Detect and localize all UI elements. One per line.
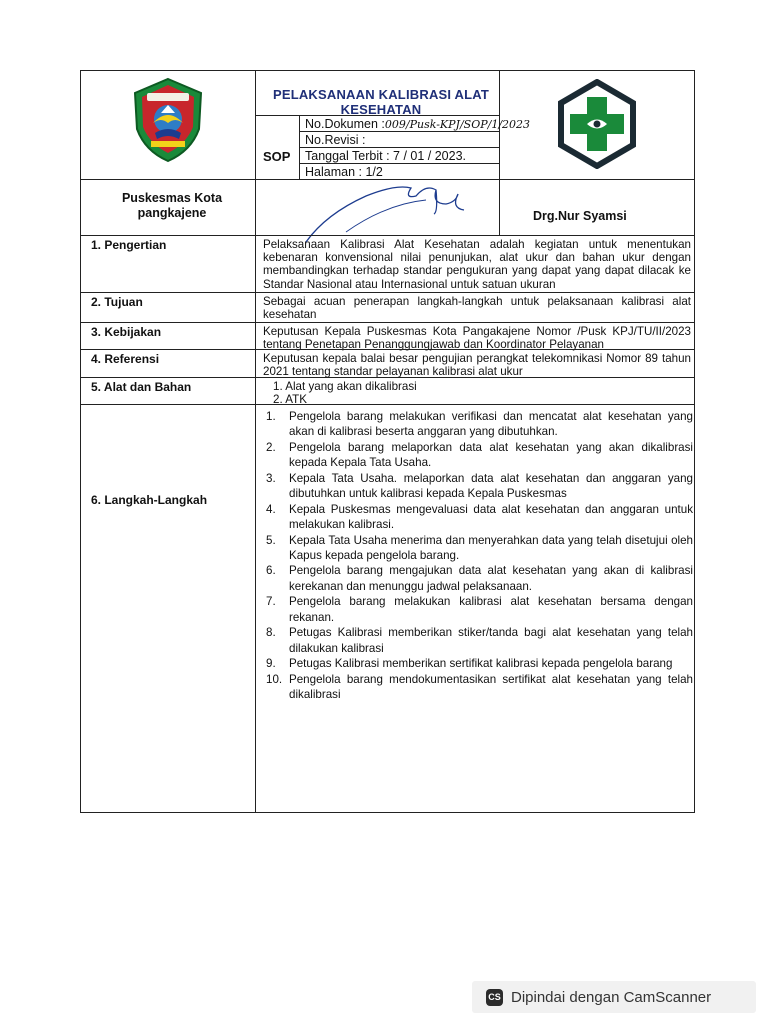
referensi-text: Keputusan kepala balai besar pengujian perangkat telekomnikasi Nomor 89 tahun 2021 tentang standar pelayanan kalibrasi alat ukur [263, 352, 691, 379]
langkah-step [263, 625, 693, 656]
step-number: 2. [266, 440, 276, 454]
step-number: 3. [266, 471, 276, 485]
tujuan-text: Sebagai acuan penerapan langkah-langkah untuk pelaksanaan kalibrasi alat kesehatan [263, 295, 691, 322]
title-line-2: KESEHATAN [340, 102, 422, 117]
langkah-steps-list [263, 409, 693, 703]
step-text: Kepala Tata Usaha. melaporkan data alat kesehatan dan anggaran yang dibutuhkan untuk kalibrasi kepada Kepala Puskesmas [289, 471, 693, 501]
section-kebijakan [81, 322, 694, 352]
pengertian-label: 1. Pengertian [91, 238, 167, 252]
step-text: Pengelola barang melakukan verifikasi dan mencatat alat kesehatan yang akan di kalibrasi beserta anggaran yang dibutuhkan. [289, 410, 693, 439]
langkah-step [263, 502, 693, 533]
regency-emblem-logo [131, 77, 205, 163]
section-referensi [81, 349, 694, 377]
step-number: 8. [266, 626, 276, 640]
institution-line-2: pangkajene [137, 206, 207, 220]
step-number: 7. [266, 595, 276, 609]
alat-bahan-item: 2. ATK [273, 393, 307, 407]
langkah-step [263, 656, 693, 671]
langkah-step [263, 594, 693, 625]
step-text: Pengelola barang mendokumentasikan sertifikat alat kesehatan yang telah dikalibrasi [289, 672, 693, 702]
step-text: Petugas Kalibrasi memberikan stiker/tanda bagi alat kesehatan yang telah dilakukan kalibrasi [289, 626, 693, 655]
section-pengertian [81, 235, 694, 292]
langkah-step [263, 563, 693, 594]
step-number: 1. [266, 410, 276, 423]
kebijakan-text: Keputusan Kepala Puskesmas Kota Pangakajene Nomor /Pusk KPJ/TU/II/2023 tentang Penetapan Penanggungjawab dan Koordinator Pelayanan [263, 325, 691, 352]
step-text: Kepala Puskesmas mengevaluasi data alat kesehatan dan anggaran untuk melakukan kalibrasi. [289, 502, 693, 531]
tujuan-label: 2. Tujuan [91, 295, 143, 309]
halaman-row: Halaman : 1/2 [305, 165, 383, 179]
step-number: 10. [266, 672, 283, 686]
camscanner-icon: CS [486, 989, 503, 1006]
title-line-1: PELAKSANAAN KALIBRASI ALAT [272, 87, 490, 102]
institution-line-1: Puskesmas Kota [121, 191, 223, 205]
langkah-step [263, 409, 693, 440]
sop-document-frame [80, 70, 695, 813]
alat-bahan-item: 1. Alat yang akan dikalibrasi [273, 380, 417, 393]
no-dokumen-label: No.Dokumen : [305, 117, 385, 131]
referensi-label: 4. Referensi [91, 352, 160, 366]
alat-bahan-list [273, 380, 701, 406]
no-revisi-row: No.Revisi : [305, 133, 366, 147]
step-number: 4. [266, 502, 276, 516]
tanggal-terbit-row: Tanggal Terbit : 7 / 01 / 2023. [305, 149, 466, 163]
langkah-step [263, 672, 693, 703]
no-dokumen-value: 009/Pusk-KPJ/SOP/1/2023 [384, 118, 531, 131]
step-number: 9. [266, 657, 276, 671]
document-header [81, 71, 694, 235]
signatory-name: Drg.Nur Syamsi [533, 209, 627, 223]
step-text: Pengelola barang melakukan kalibrasi alat kesehatan bersama dengan rekanan. [289, 595, 693, 624]
step-number: 6. [266, 564, 276, 578]
pengertian-text: Pelaksanaan Kalibrasi Alat Kesehatan adalah kegiatan untuk menentukan kebenaran konvensional nilai penunjukan, alat ukur dan bahan ukur dengan membandingkan terhadap standar pengukuran yang dapat yang dapat dilacak ke Standar Nasional atau Internasional untuk satuan ukuran [263, 238, 691, 291]
camscanner-text: Dipindai dengan CamScanner [511, 988, 712, 1006]
section-alat-bahan [81, 377, 694, 407]
langkah-step [263, 471, 693, 502]
step-text: Pengelola barang mengajukan data alat kesehatan yang akan di kalibrasi kerekanan dan menunggu jadwal pelaksanaan. [289, 564, 693, 593]
no-dokumen-row [305, 117, 530, 131]
step-text: Pengelola barang melaporkan data alat kesehatan yang akan dikalibrasi kepada Kepala Tata Usaha. [289, 440, 693, 470]
sop-label: SOP [263, 149, 291, 164]
institution-name [97, 191, 247, 221]
alat-bahan-label: 5. Alat dan Bahan [91, 380, 192, 394]
step-text: Kepala Tata Usaha menerima dan menyerahkan data yang telah disetujui oleh Kapus kepada pengelola barang. [289, 533, 693, 562]
step-number: 5. [266, 533, 276, 547]
langkah-label: 6. Langkah-Langkah [91, 493, 208, 507]
document-title [261, 87, 501, 117]
section-tujuan [81, 292, 694, 322]
kebijakan-label: 3. Kebijakan [91, 325, 162, 339]
puskesmas-health-logo [557, 79, 637, 169]
section-langkah [81, 404, 694, 812]
langkah-step [263, 440, 693, 471]
langkah-step [263, 533, 693, 564]
step-text: Petugas Kalibrasi memberikan sertifikat kalibrasi kepada pengelola barang [289, 657, 673, 671]
camscanner-watermark [472, 981, 756, 1013]
handwritten-signature [286, 174, 486, 244]
